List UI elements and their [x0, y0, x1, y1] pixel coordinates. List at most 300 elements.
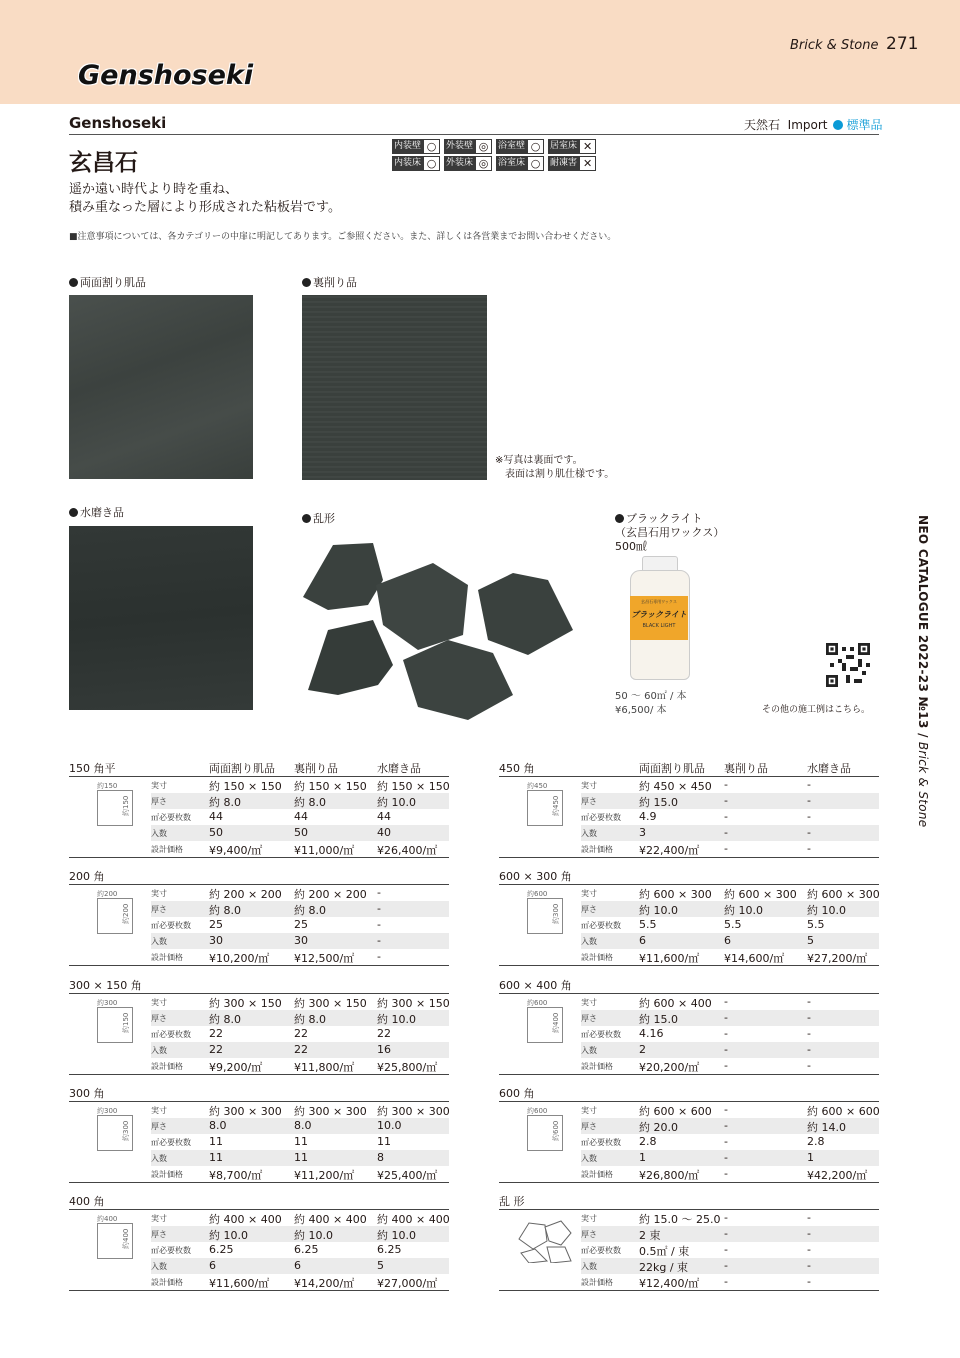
table-cell: - — [377, 886, 381, 899]
table-cell: 約 20.0 — [639, 1121, 678, 1134]
table-cell: 6 — [724, 934, 731, 947]
table-cell: 約 200 × 200 — [209, 888, 282, 901]
table-cell: 1 — [807, 1151, 814, 1164]
spec-table-title: 200 角 — [69, 870, 105, 883]
table-row — [581, 1210, 879, 1226]
table-cell: ¥20,200/㎡ — [639, 1061, 700, 1074]
row-label: 厚さ — [151, 1230, 167, 1239]
table-cell: - — [724, 1119, 728, 1132]
spec-table-title: 600 × 400 角 — [499, 979, 572, 992]
photo-label-honed: 水磨き品 — [69, 504, 124, 520]
table-row — [581, 793, 879, 809]
random-shape-piece — [547, 1247, 571, 1263]
row-label: 設計価格 — [581, 1170, 613, 1179]
random-shape-piece — [521, 1249, 547, 1263]
column-header: 水磨き品 — [377, 762, 421, 775]
column-header: 両面割り肌品 — [209, 762, 275, 775]
diagram-height-label: 約300 — [552, 903, 560, 924]
row-label: ㎡必要枚数 — [151, 1138, 191, 1147]
table-row — [151, 777, 449, 793]
spec-table-title: 150 角平 — [69, 762, 116, 775]
table-cell: 約 10.0 — [294, 1229, 333, 1242]
spec-table — [499, 977, 879, 1077]
row-label: 設計価格 — [151, 1278, 183, 1287]
table-cell: 6.25 — [294, 1243, 319, 1256]
table-cell: ¥14,200/㎡ — [294, 1277, 355, 1290]
table-cell: 0.5㎡ / 束 — [639, 1245, 690, 1258]
row-label: 入数 — [151, 829, 167, 838]
row-label: 厚さ — [151, 797, 167, 806]
table-cell: ¥22,400/㎡ — [639, 844, 700, 857]
table-cell: - — [724, 1027, 728, 1040]
table-row — [581, 1242, 879, 1258]
column-header: 裏削り品 — [294, 762, 338, 775]
row-label: 厚さ — [581, 797, 597, 806]
row-label: 設計価格 — [581, 1062, 613, 1071]
row-label: 実寸 — [151, 1214, 167, 1223]
table-row — [151, 1210, 449, 1226]
table-cell: 約 150 × 150 — [294, 780, 367, 793]
photo-note: ※写真は裏面です。 表面は割り肌仕様です。 — [495, 455, 615, 480]
table-row — [151, 1166, 449, 1182]
table-cell: - — [724, 794, 728, 807]
table-row — [151, 885, 449, 901]
row-label: 入数 — [151, 1262, 167, 1271]
diagram-height-label: 約300 — [122, 1120, 130, 1141]
qr-code-icon[interactable] — [826, 643, 870, 687]
diagram-width-label: 約450 — [527, 782, 548, 790]
usage-icon: 浴室壁 ○ — [496, 139, 544, 154]
table-row — [581, 809, 879, 825]
table-row — [581, 949, 879, 965]
product-description: 遥か遠い時代より時を重ね、 積み重なった層により形成された粘板岩です。 — [69, 182, 341, 215]
table-cell: - — [807, 810, 811, 823]
photo-label-random: 乱形 — [302, 510, 335, 526]
diagram-width-label: 約600 — [527, 999, 548, 1007]
stone-piece — [403, 640, 513, 720]
row-label: 設計価格 — [581, 1278, 613, 1287]
table-cell: 44 — [294, 810, 308, 823]
table-cell: 4.9 — [639, 810, 657, 823]
table-cell: 5 — [377, 1259, 384, 1272]
row-label: 設計価格 — [581, 953, 613, 962]
table-row — [581, 777, 879, 793]
table-cell: 44 — [209, 810, 223, 823]
table-cell: 10.0 — [377, 1119, 402, 1132]
table-cell: - — [807, 794, 811, 807]
row-label: ㎡必要枚数 — [151, 813, 191, 822]
table-cell: 2.8 — [639, 1135, 657, 1148]
spec-table-title: 300 × 150 角 — [69, 979, 142, 992]
row-label: ㎡必要枚数 — [581, 1246, 621, 1255]
table-row — [151, 1102, 449, 1118]
photo-label-split-face: 両面割り肌品 — [69, 274, 146, 290]
table-cell: 約 10.0 — [377, 1229, 416, 1242]
table-cell: - — [724, 826, 728, 839]
row-label: 設計価格 — [151, 845, 183, 854]
row-label: ㎡必要枚数 — [581, 813, 621, 822]
table-cell: 2.8 — [807, 1135, 825, 1148]
table-cell: 約 600 × 600 — [639, 1105, 712, 1118]
table-bottom-rule — [69, 1290, 449, 1291]
table-cell: 30 — [294, 934, 308, 947]
table-cell: - — [724, 1135, 728, 1148]
row-label: 実寸 — [581, 1106, 597, 1115]
standard-dot-icon — [833, 120, 843, 130]
row-label: ㎡必要枚数 — [581, 921, 621, 930]
table-cell: 5 — [807, 934, 814, 947]
table-bottom-rule — [499, 965, 879, 966]
photo-back-cut — [302, 295, 487, 480]
diagram-width-label: 約200 — [97, 890, 118, 898]
table-cell: 22 — [209, 1027, 223, 1040]
stone-piece — [303, 543, 383, 610]
table-cell: 約 300 × 150 — [377, 997, 450, 1010]
table-cell: 約 300 × 150 — [294, 997, 367, 1010]
table-cell: 約 300 × 300 — [377, 1105, 450, 1118]
diagram-width-label: 約300 — [97, 999, 118, 1007]
diagram-height-label: 約200 — [122, 903, 130, 924]
table-cell: 約 450 × 450 — [639, 780, 712, 793]
table-cell: - — [807, 1011, 811, 1024]
table-row — [151, 1026, 449, 1042]
row-label: 入数 — [581, 1262, 597, 1271]
stone-piece — [376, 563, 468, 650]
usage-icon: 外装壁 ◎ — [444, 139, 492, 154]
table-cell: 5.5 — [724, 918, 742, 931]
diagram-height-label: 約150 — [122, 795, 130, 816]
row-label: 実寸 — [151, 998, 167, 1007]
row-label: ㎡必要枚数 — [151, 1030, 191, 1039]
row-label: 厚さ — [151, 1014, 167, 1023]
table-cell: - — [807, 778, 811, 791]
table-cell: - — [724, 1227, 728, 1240]
table-row — [581, 1226, 879, 1242]
table-row — [581, 1150, 879, 1166]
table-cell: - — [807, 1243, 811, 1256]
table-cell: - — [807, 1259, 811, 1272]
table-cell: - — [724, 995, 728, 1008]
row-label: 実寸 — [151, 889, 167, 898]
table-cell: 約 8.0 — [294, 796, 326, 809]
usage-icons — [392, 139, 632, 173]
section-rule — [69, 134, 879, 135]
table-cell: 40 — [377, 826, 391, 839]
row-label: 設計価格 — [151, 953, 183, 962]
table-cell: - — [807, 995, 811, 1008]
table-cell: 約 10.0 — [377, 1013, 416, 1026]
table-cell: 約 8.0 — [294, 904, 326, 917]
row-label: 厚さ — [151, 905, 167, 914]
table-cell: 50 — [209, 826, 223, 839]
qr-caption: その他の施工例はこちら。 — [762, 705, 871, 715]
table-cell: 約 14.0 — [807, 1121, 846, 1134]
table-cell: 11 — [209, 1151, 223, 1164]
random-shape-piece — [545, 1221, 571, 1245]
table-cell: 11 — [294, 1135, 308, 1148]
photo-random-pieces — [298, 535, 580, 721]
header-category: Brick & Stone — [790, 38, 879, 53]
spec-table-title: 600 角 — [499, 1087, 535, 1100]
table-row — [151, 1118, 449, 1134]
diagram-height-label: 約600 — [552, 1120, 560, 1141]
table-row — [581, 841, 879, 857]
side-catalogue-label: NEO CATALOGUE 2022-23 №13 / Brick & Stone — [916, 515, 930, 828]
random-shape-diagram — [517, 1219, 573, 1263]
diagram-width-label: 約300 — [97, 1107, 118, 1115]
table-cell: 6.25 — [209, 1243, 234, 1256]
table-cell: 6 — [294, 1259, 301, 1272]
row-label: 設計価格 — [151, 1062, 183, 1071]
table-cell: 11 — [377, 1135, 391, 1148]
table-cell: 2 — [639, 1043, 646, 1056]
table-row — [581, 901, 879, 917]
row-label: 実寸 — [581, 889, 597, 898]
section-title-en: Genshoseki — [69, 114, 167, 132]
spec-table — [69, 1085, 449, 1185]
row-label: 厚さ — [151, 1122, 167, 1131]
table-cell: 約 8.0 — [209, 796, 241, 809]
table-cell: ¥12,500/㎡ — [294, 952, 355, 965]
table-row — [151, 1134, 449, 1150]
table-cell: 22kg / 束 — [639, 1261, 689, 1274]
table-cell: - — [807, 1043, 811, 1056]
table-row — [151, 1258, 449, 1274]
row-label: 実寸 — [151, 1106, 167, 1115]
table-row — [581, 994, 879, 1010]
header-title: Genshoseki — [78, 60, 254, 91]
table-cell: 約 10.0 — [807, 904, 846, 917]
random-shape-piece — [519, 1223, 547, 1249]
spec-table-title: 400 角 — [69, 1195, 105, 1208]
table-cell: - — [724, 1167, 728, 1180]
table-row — [581, 1118, 879, 1134]
table-cell: 約 400 × 400 — [377, 1213, 450, 1226]
table-cell: 約 300 × 300 — [294, 1105, 367, 1118]
stone-piece — [308, 620, 393, 695]
table-cell: 11 — [294, 1151, 308, 1164]
table-row — [581, 933, 879, 949]
table-row — [151, 809, 449, 825]
table-row — [151, 994, 449, 1010]
usage-icon: 内装壁 ○ — [392, 139, 440, 154]
column-header: 両面割り肌品 — [639, 762, 705, 775]
table-cell: - — [724, 1151, 728, 1164]
table-cell: 約 8.0 — [209, 1013, 241, 1026]
table-cell: 6.25 — [377, 1243, 402, 1256]
table-row — [581, 1102, 879, 1118]
usage-row-1 — [392, 139, 632, 154]
row-label: 厚さ — [581, 1122, 597, 1131]
row-label: 実寸 — [581, 998, 597, 1007]
table-bottom-rule — [69, 1182, 449, 1183]
table-cell: ¥12,400/㎡ — [639, 1277, 700, 1290]
column-header: 水磨き品 — [807, 762, 851, 775]
table-cell: 約 8.0 — [209, 904, 241, 917]
table-row — [151, 825, 449, 841]
row-label: 厚さ — [581, 1014, 597, 1023]
spec-table — [69, 868, 449, 968]
row-label: 設計価格 — [581, 845, 613, 854]
table-row — [151, 1058, 449, 1074]
table-cell: - — [724, 1275, 728, 1288]
table-cell: ¥8,700/㎡ — [209, 1169, 263, 1182]
table-row — [151, 793, 449, 809]
table-cell: - — [807, 826, 811, 839]
diagram-width-label: 約600 — [527, 1107, 548, 1115]
table-cell: ¥27,000/㎡ — [377, 1277, 438, 1290]
table-cell: - — [807, 1275, 811, 1288]
material-type: 天然石 — [744, 118, 781, 132]
table-cell: ¥42,200/㎡ — [807, 1169, 868, 1182]
product-title: 玄昌石 — [69, 150, 138, 176]
spec-table-title: 乱 形 — [499, 1195, 525, 1208]
table-cell: 約 600 × 300 — [807, 888, 880, 901]
spec-table-title: 600 × 300 角 — [499, 870, 572, 883]
usage-icon: 浴室床 ○ — [496, 156, 544, 171]
table-row — [151, 933, 449, 949]
table-cell: ¥11,200/㎡ — [294, 1169, 355, 1182]
table-cell: 22 — [377, 1027, 391, 1040]
table-cell: ¥9,400/㎡ — [209, 844, 263, 857]
table-bottom-rule — [499, 1290, 879, 1291]
spec-table — [69, 977, 449, 1077]
table-cell: - — [724, 810, 728, 823]
table-row — [581, 1134, 879, 1150]
diagram-height-label: 約450 — [552, 795, 560, 816]
row-label: 実寸 — [581, 1214, 597, 1223]
usage-icon: 外装床 ◎ — [444, 156, 492, 171]
table-cell: - — [807, 842, 811, 855]
stone-piece — [478, 573, 573, 655]
row-label: 設計価格 — [151, 1170, 183, 1179]
spec-table — [499, 760, 879, 860]
table-cell: 約 400 × 400 — [209, 1213, 282, 1226]
wax-bottle — [628, 556, 690, 680]
spec-table — [499, 1085, 879, 1185]
table-row — [151, 841, 449, 857]
standard-label: 標準品 — [846, 118, 883, 132]
table-cell: - — [724, 1259, 728, 1272]
table-cell: - — [377, 950, 381, 963]
wax-product-name: ブラックライト （玄昌石用ワックス） 500㎖ — [615, 512, 725, 553]
table-bottom-rule — [499, 857, 879, 858]
table-cell: - — [724, 1103, 728, 1116]
table-row — [151, 1010, 449, 1026]
table-cell: - — [724, 1043, 728, 1056]
row-label: 実寸 — [581, 781, 597, 790]
usage-icon: 内装床 ○ — [392, 156, 440, 171]
table-cell: 約 150 × 150 — [209, 780, 282, 793]
table-cell: - — [377, 918, 381, 931]
table-cell: 8.0 — [294, 1119, 312, 1132]
table-cell: ¥11,000/㎡ — [294, 844, 355, 857]
table-cell: 22 — [209, 1043, 223, 1056]
row-label: 厚さ — [581, 1230, 597, 1239]
spec-table — [499, 868, 879, 968]
diagram-width-label: 約150 — [97, 782, 118, 790]
origin: Import — [787, 118, 828, 132]
table-cell: ¥25,800/㎡ — [377, 1061, 438, 1074]
table-cell: - — [724, 1243, 728, 1256]
caution-note: ■注意事項については、各カテゴリーの中扉に明記してあります。ご参照ください。また、詳しくは各営業までお問い合わせください。 — [69, 232, 617, 242]
table-cell: 3 — [639, 826, 646, 839]
table-cell: 約 400 × 400 — [294, 1213, 367, 1226]
table-row — [581, 1166, 879, 1182]
table-cell: 約 600 × 400 — [639, 997, 712, 1010]
row-label: 入数 — [151, 1154, 167, 1163]
table-cell: - — [724, 842, 728, 855]
table-cell: 5.5 — [807, 918, 825, 931]
table-cell: 6 — [639, 934, 646, 947]
table-bottom-rule — [499, 1182, 879, 1183]
spec-table — [499, 1193, 879, 1293]
table-cell: ¥25,400/㎡ — [377, 1169, 438, 1182]
table-row — [151, 917, 449, 933]
table-row — [581, 1058, 879, 1074]
table-cell: 約 600 × 300 — [724, 888, 797, 901]
column-header: 裏削り品 — [724, 762, 768, 775]
table-row — [581, 1026, 879, 1042]
table-cell: ¥11,600/㎡ — [639, 952, 700, 965]
diagram-height-label: 約150 — [122, 1012, 130, 1033]
table-cell: 約 600 × 600 — [807, 1105, 880, 1118]
product-meta — [744, 116, 883, 133]
table-cell: ¥14,600/㎡ — [724, 952, 785, 965]
table-cell: - — [724, 1059, 728, 1072]
table-cell: ¥26,400/㎡ — [377, 844, 438, 857]
table-row — [581, 885, 879, 901]
table-cell: 約 10.0 — [639, 904, 678, 917]
table-cell: 4.16 — [639, 1027, 664, 1040]
table-cell: 約 15.0 — [639, 796, 678, 809]
table-cell: - — [724, 1211, 728, 1224]
table-row — [581, 825, 879, 841]
table-cell: 11 — [209, 1135, 223, 1148]
photo-split-face — [69, 295, 253, 479]
table-cell: 1 — [639, 1151, 646, 1164]
usage-icon: 耐凍害 ✕ — [548, 156, 596, 171]
page-number: 271 — [886, 34, 919, 54]
table-row — [151, 1242, 449, 1258]
table-cell: 30 — [209, 934, 223, 947]
table-row — [581, 1258, 879, 1274]
table-row — [581, 1042, 879, 1058]
table-cell: 約 300 × 150 — [209, 997, 282, 1010]
spec-table-title: 300 角 — [69, 1087, 105, 1100]
table-cell: 22 — [294, 1043, 308, 1056]
spec-table-title: 450 角 — [499, 762, 535, 775]
table-cell: 約 8.0 — [294, 1013, 326, 1026]
table-cell: ¥10,200/㎡ — [209, 952, 270, 965]
table-cell: - — [724, 778, 728, 791]
table-cell: 約 300 × 300 — [209, 1105, 282, 1118]
photo-label-back-cut: 裏削り品 — [302, 274, 357, 290]
photo-honed — [69, 526, 253, 710]
row-label: 入数 — [151, 937, 167, 946]
spec-table — [69, 760, 449, 860]
table-cell: 50 — [294, 826, 308, 839]
table-cell: 約 200 × 200 — [294, 888, 367, 901]
row-label: ㎡必要枚数 — [151, 921, 191, 930]
row-label: 入数 — [581, 1154, 597, 1163]
table-row — [151, 1226, 449, 1242]
table-row — [151, 1042, 449, 1058]
diagram-height-label: 約400 — [122, 1228, 130, 1249]
table-row — [151, 1150, 449, 1166]
usage-row-2 — [392, 156, 632, 171]
table-cell: 約 10.0 — [209, 1229, 248, 1242]
